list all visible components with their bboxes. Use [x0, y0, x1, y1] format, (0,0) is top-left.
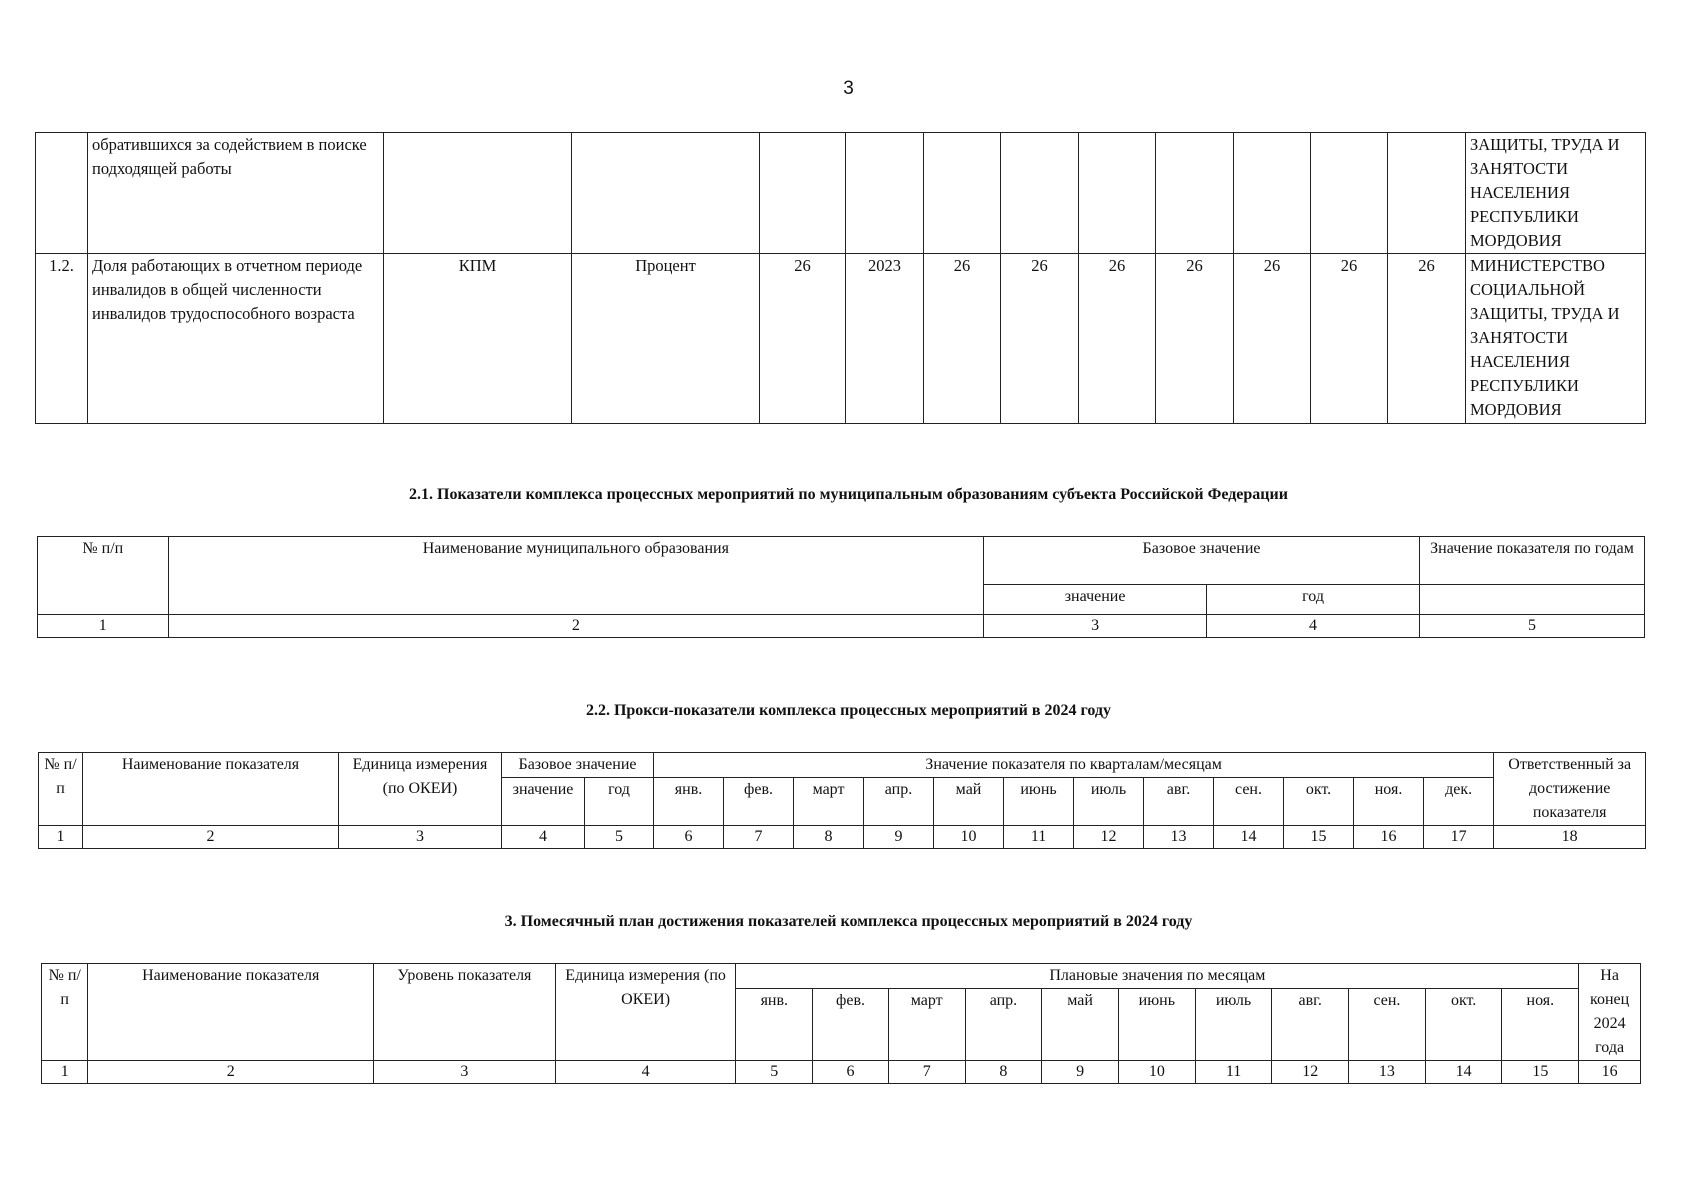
- value-cell: [1079, 133, 1156, 254]
- index-cell: 15: [1502, 1061, 1579, 1084]
- header-num: № п/п: [38, 537, 169, 615]
- indicator-name: Доля работающих в отчетном периоде инвалидов в общей численности инвалидов трудоспособного возраста: [88, 254, 384, 424]
- value-cell: 26: [1001, 254, 1079, 424]
- header-municipality: Наименование муниципального образования: [168, 537, 984, 615]
- index-cell: 3: [984, 615, 1207, 638]
- value-cell: [760, 133, 846, 254]
- header-month: окт.: [1284, 778, 1354, 826]
- indicator-name: обратившихся за содействием в поиске подходящей работы: [88, 133, 384, 254]
- index-cell: 2: [168, 615, 984, 638]
- index-cell: 9: [864, 826, 934, 849]
- index-cell: 7: [888, 1061, 965, 1084]
- value-cell: [1001, 133, 1079, 254]
- index-cell: 4: [1207, 615, 1420, 638]
- indicator-level: КПМ: [384, 254, 572, 424]
- index-cell: 13: [1144, 826, 1214, 849]
- index-cell: 8: [794, 826, 864, 849]
- header-value-by-years: Значение показателя по годам: [1420, 537, 1645, 585]
- header-indicator-name: Наименование показателя: [88, 964, 374, 1061]
- index-cell: 5: [1420, 615, 1645, 638]
- page-number: 3: [843, 78, 854, 99]
- index-cell: 15: [1284, 826, 1354, 849]
- value-cell: 26: [924, 254, 1001, 424]
- value-cell: [1234, 133, 1311, 254]
- header-month: авг.: [1144, 778, 1214, 826]
- table-header-row: [39, 753, 1646, 778]
- header-responsible: Ответственный за достижение показателя: [1494, 753, 1646, 826]
- index-cell: 3: [374, 1061, 556, 1084]
- value-cell: [924, 133, 1001, 254]
- header-month: авг.: [1272, 989, 1349, 1061]
- municipal-indicators-table: [37, 536, 1645, 638]
- header-month: фев.: [724, 778, 794, 826]
- header-month: июнь: [1004, 778, 1074, 826]
- indicator-unit: [572, 133, 760, 254]
- value-cell: [1156, 133, 1234, 254]
- index-cell: 11: [1004, 826, 1074, 849]
- value-cell: [1311, 133, 1388, 254]
- header-month: ноя.: [1502, 989, 1579, 1061]
- responsible-org: МИНИСТЕРСТВО СОЦИАЛЬНОЙ ЗАЩИТЫ, ТРУДА И ЗАНЯТОСТИ НАСЕЛЕНИЯ РЕСПУБЛИКИ МОРДОВИЯ: [1466, 254, 1646, 424]
- table-index-row: [42, 1061, 1641, 1084]
- header-num: № п/п: [39, 753, 83, 826]
- table-index-row: [38, 615, 1645, 638]
- index-cell: 5: [585, 826, 654, 849]
- table-row: [36, 133, 1646, 254]
- section-21-title: 2.1. Показатели комплекса процессных мероприятий по муниципальным образованиям субъекта Российской Федерации: [409, 486, 1288, 503]
- proxy-indicators-table: [38, 752, 1646, 849]
- index-cell: 14: [1214, 826, 1284, 849]
- indicators-table-continuation: [35, 132, 1646, 424]
- header-base-value: Базовое значение: [502, 753, 654, 778]
- table-index-row: [39, 826, 1646, 849]
- monthly-plan-table: [41, 963, 1641, 1084]
- index-cell: 12: [1074, 826, 1144, 849]
- header-value: значение: [984, 585, 1207, 615]
- header-value: значение: [502, 778, 585, 826]
- index-cell: 6: [654, 826, 724, 849]
- value-cell: 26: [760, 254, 846, 424]
- responsible-org: ЗАЩИТЫ, ТРУДА И ЗАНЯТОСТИ НАСЕЛЕНИЯ РЕСПУБЛИКИ МОРДОВИЯ: [1466, 133, 1646, 254]
- header-month: март: [888, 989, 965, 1061]
- header-month: июнь: [1118, 989, 1195, 1061]
- index-cell: 16: [1354, 826, 1424, 849]
- index-cell: 3: [339, 826, 502, 849]
- header-month: май: [934, 778, 1004, 826]
- index-cell: 7: [724, 826, 794, 849]
- header-month: май: [1042, 989, 1119, 1061]
- header-month: янв.: [654, 778, 724, 826]
- index-cell: 17: [1424, 826, 1494, 849]
- index-cell: 16: [1579, 1061, 1641, 1084]
- index-cell: 12: [1272, 1061, 1349, 1084]
- table-header-row: [42, 964, 1641, 989]
- value-cell: 2023: [846, 254, 924, 424]
- row-number: 1.2.: [36, 254, 88, 424]
- index-cell: 1: [42, 1061, 88, 1084]
- header-year: год: [1207, 585, 1420, 615]
- index-cell: 14: [1425, 1061, 1502, 1084]
- value-cell: 26: [1234, 254, 1311, 424]
- value-cell: 26: [1156, 254, 1234, 424]
- value-cell: 26: [1079, 254, 1156, 424]
- index-cell: 18: [1494, 826, 1646, 849]
- header-month: окт.: [1425, 989, 1502, 1061]
- index-cell: 2: [88, 1061, 374, 1084]
- indicator-unit: Процент: [572, 254, 760, 424]
- index-cell: 11: [1195, 1061, 1272, 1084]
- index-cell: 5: [736, 1061, 813, 1084]
- header-month: фев.: [813, 989, 889, 1061]
- value-cell: 26: [1388, 254, 1466, 424]
- index-cell: 4: [502, 826, 585, 849]
- index-cell: 6: [813, 1061, 889, 1084]
- indicator-level: [384, 133, 572, 254]
- index-cell: 10: [934, 826, 1004, 849]
- header-num: № п/п: [42, 964, 88, 1061]
- header-month: ноя.: [1354, 778, 1424, 826]
- section-22-title: 2.2. Прокси-показатели комплекса процессных мероприятий в 2024 году: [585, 702, 1112, 719]
- header-indicator-level: Уровень показателя: [374, 964, 556, 1061]
- header-month: дек.: [1424, 778, 1494, 826]
- header-base-value: Базовое значение: [984, 537, 1420, 585]
- index-cell: 10: [1118, 1061, 1195, 1084]
- index-cell: 2: [83, 826, 339, 849]
- header-empty: [1420, 585, 1645, 615]
- header-unit: Единица измерения (по ОКЕИ): [555, 964, 736, 1061]
- header-year: год: [585, 778, 654, 826]
- header-month: сен.: [1349, 989, 1426, 1061]
- header-end-of-year: На конец 2024 года: [1579, 964, 1641, 1061]
- section-3-title: 3. Помесячный план достижения показателей комплекса процессных мероприятий в 2024 году: [504, 913, 1193, 930]
- header-month: сен.: [1214, 778, 1284, 826]
- row-number: [36, 133, 88, 254]
- header-month: март: [794, 778, 864, 826]
- header-month: апр.: [864, 778, 934, 826]
- table-row: [36, 254, 1646, 424]
- index-cell: 13: [1349, 1061, 1426, 1084]
- index-cell: 1: [38, 615, 169, 638]
- value-cell: [846, 133, 924, 254]
- header-month: июль: [1195, 989, 1272, 1061]
- header-unit: Единица измерения (по ОКЕИ): [339, 753, 502, 826]
- index-cell: 8: [965, 1061, 1042, 1084]
- index-cell: 9: [1042, 1061, 1119, 1084]
- table-header-row: [38, 537, 1645, 585]
- value-cell: [1388, 133, 1466, 254]
- header-month: янв.: [736, 989, 813, 1061]
- index-cell: 4: [555, 1061, 736, 1084]
- header-indicator-name: Наименование показателя: [83, 753, 339, 826]
- header-month: апр.: [965, 989, 1042, 1061]
- header-planned-monthly: Плановые значения по месяцам: [736, 964, 1579, 989]
- header-quarters-months: Значение показателя по кварталам/месяцам: [654, 753, 1494, 778]
- header-month: июль: [1074, 778, 1144, 826]
- index-cell: 1: [39, 826, 83, 849]
- value-cell: 26: [1311, 254, 1388, 424]
